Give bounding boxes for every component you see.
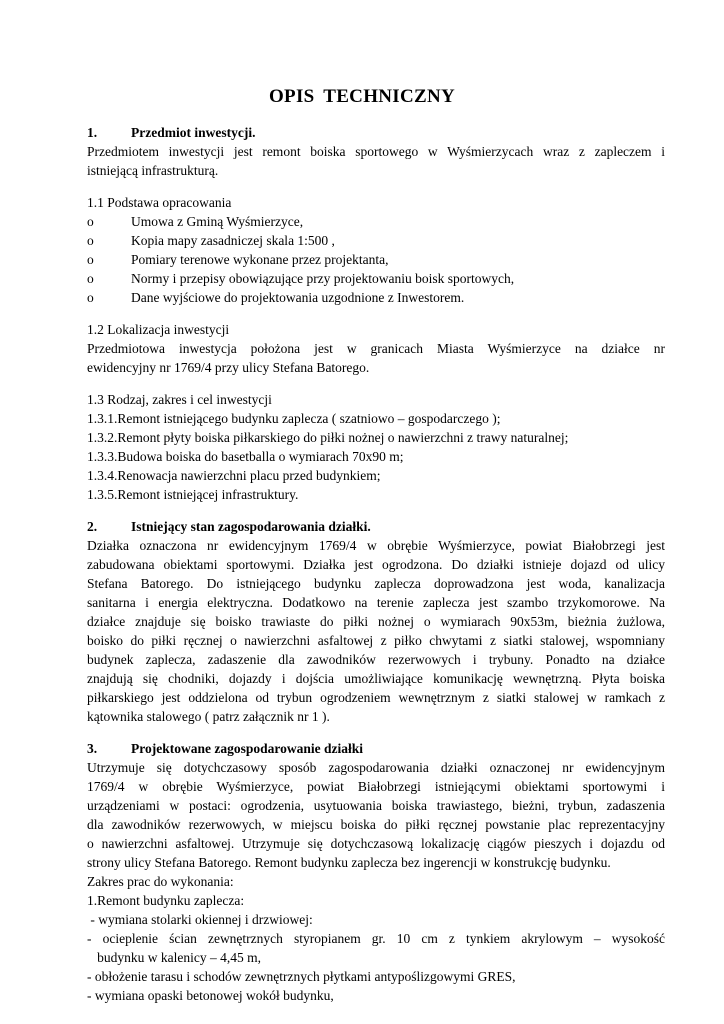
paragraph-line: Przedmiotowa inwestycja położona jest w granicach Miasta Wyśmierzyce na działce nr (87, 341, 665, 356)
list-item-text: Kopia mapy zasadniczej skala 1:500 , (131, 233, 335, 248)
list-item-text: Umowa z Gminą Wyśmierzyce, (131, 214, 304, 229)
paragraph-line: urządzeniami w postaci: ogrodzenia, usytuowania boiska trawiastego, bieżni, trybun, zadaszenia (87, 798, 665, 813)
paragraph-line: działce znajduje się boisko trawiaste do piłki nożnej o wymiarach 90x53m, bieżnia żużlowa, (87, 614, 665, 629)
paragraph-line: zabudowana obiektami sportowymi. Działka jest ogrodzona. Do działki istnieje dojazd od ulicy (87, 557, 665, 572)
subsection-1-1-heading: 1.1 Podstawa opracowania (87, 195, 232, 210)
paragraph-line: - wymiana opaski betonowej wokół budynku, (87, 988, 334, 1003)
section-3-title: Projektowane zagospodarowanie działki (131, 741, 364, 756)
paragraph-line: budynek zaplecza, zadaszenie dla zawodników rezerwowych i trybuny. Ponadto na działce (87, 652, 665, 667)
list-item (87, 232, 335, 250)
section-1-title: Przedmiot inwestycji. (131, 125, 256, 140)
list-item: 1.3.5.Remont istniejącej infrastruktury. (87, 487, 299, 502)
paragraph-line: 1.Remont budynku zaplecza: (87, 893, 245, 908)
subsection-1-2-heading: 1.2 Lokalizacja inwestycji (87, 322, 230, 337)
section-3-heading (87, 740, 363, 758)
paragraph-line: ewidencyjny nr 1769/4 przy ulicy Stefana Batorego. (87, 360, 370, 375)
list-item (87, 251, 389, 269)
section-1-heading (87, 124, 255, 142)
paragraph-line: - ocieplenie ścian zewnętrznych styropianem gr. 10 cm z tynkiem akrylowym – wysokość (87, 931, 665, 946)
paragraph-line: - obłożenie tarasu i schodów zewnętrznych płytkami antypoślizgowymi GRES, (87, 969, 516, 984)
list-item-text: Dane wyjściowe do projektowania uzgodnione z Inwestorem. (131, 290, 465, 305)
paragraph-line: 1769/4 w obrębie Wyśmierzyce, powiat Białobrzegi istniejącymi obiektami sportowymi i (87, 779, 665, 794)
bullet-marker: o (87, 214, 94, 229)
list-item-text: Normy i przepisy obowiązujące przy projektowaniu boisk sportowych, (131, 271, 515, 286)
paragraph-line: Stefana Batorego. Do istniejącego budynku zaplecza doprowadzona jest woda, kanalizacja (87, 576, 665, 591)
paragraph-line: - wymiana stolarki okiennej i drzwiowej: (87, 912, 313, 927)
paragraph-line: budynku w kalenicy – 4,45 m, (87, 950, 261, 965)
bullet-marker: o (87, 233, 94, 248)
paragraph-line: istniejącą infrastrukturą. (87, 163, 219, 178)
paragraph-line: Przedmiotem inwestycji jest remont boiska sportowego w Wyśmierzycach wraz z zapleczem i (87, 144, 665, 159)
paragraph-line: Działka oznaczona nr ewidencyjnym 1769/4 w obrębie Wyśmierzyce, powiat Białobrzegi jest (87, 538, 665, 553)
paragraph-line: kątownika stalowego ( patrz załącznik nr 1 ). (87, 709, 330, 724)
paragraph-line: Zakres prac do wykonania: (87, 874, 234, 889)
paragraph-line: Utrzymuje się dotychczasowy sposób zagospodarowania działki oznaczonej nr ewidencyjnym (87, 760, 665, 775)
paragraph-line: dla zawodników rezerwowych, w miejscu boiska do piłki ręcznej powstanie plac reprezentacyjny (87, 817, 665, 832)
subsection-1-3-heading: 1.3 Rodzaj, zakres i cel inwestycji (87, 392, 272, 407)
section-2-title: Istniejący stan zagospodarowania działki. (131, 519, 371, 534)
document-title: OPIS TECHNICZNY (268, 86, 456, 107)
paragraph-line: sanitarna i energia elektryczna. Dodatkowo na terenie zaplecza jest szambo trzykomorowe. Na (87, 595, 665, 610)
paragraph-line: strony ulicy Stefana Batorego. Remont budynku zaplecza bez ingerencji w konstrukcję budynku. (87, 855, 611, 870)
list-item: 1.3.3.Budowa boiska do basetballa o wymiarach 70x90 m; (87, 449, 404, 464)
paragraph-line: o nawierzchni asfaltowej. Utrzymuje się dotychczasową lokalizację ciągów pieszych i dojazdu od (87, 836, 665, 851)
list-item-text: Pomiary terenowe wykonane przez projektanta, (131, 252, 389, 267)
section-1-number: 1. (87, 125, 98, 140)
section-2-heading (87, 518, 371, 536)
bullet-marker: o (87, 290, 94, 305)
bullet-marker: o (87, 252, 94, 267)
paragraph-line: boisko do piłki ręcznej o nawierzchni asfaltowej z piłko chwytami z siatki stalowej, wspomniany (87, 633, 665, 648)
bullet-marker: o (87, 271, 94, 286)
list-item (87, 213, 303, 231)
paragraph-line: piłkarskiego jest oddzielona od trybun ogrodzeniem wewnętrznym z siatki stalowej w ramkach z (87, 690, 665, 705)
list-item: 1.3.4.Renowacja nawierzchni placu przed budynkiem; (87, 468, 381, 483)
list-item (87, 270, 514, 288)
list-item: 1.3.1.Remont istniejącego budynku zaplecza ( szatniowo – gospodarczego ); (87, 411, 501, 426)
list-item: 1.3.2.Remont płyty boiska piłkarskiego do piłki nożnej o nawierzchni z trawy naturalnej; (87, 430, 569, 445)
section-3-number: 3. (87, 741, 98, 756)
section-2-number: 2. (87, 519, 98, 534)
list-item (87, 289, 464, 307)
paragraph-line: znajdują się chodniki, dojazdy i dojścia umożliwiające komunikację wewnętrzną. Płyta boiska (87, 671, 665, 686)
